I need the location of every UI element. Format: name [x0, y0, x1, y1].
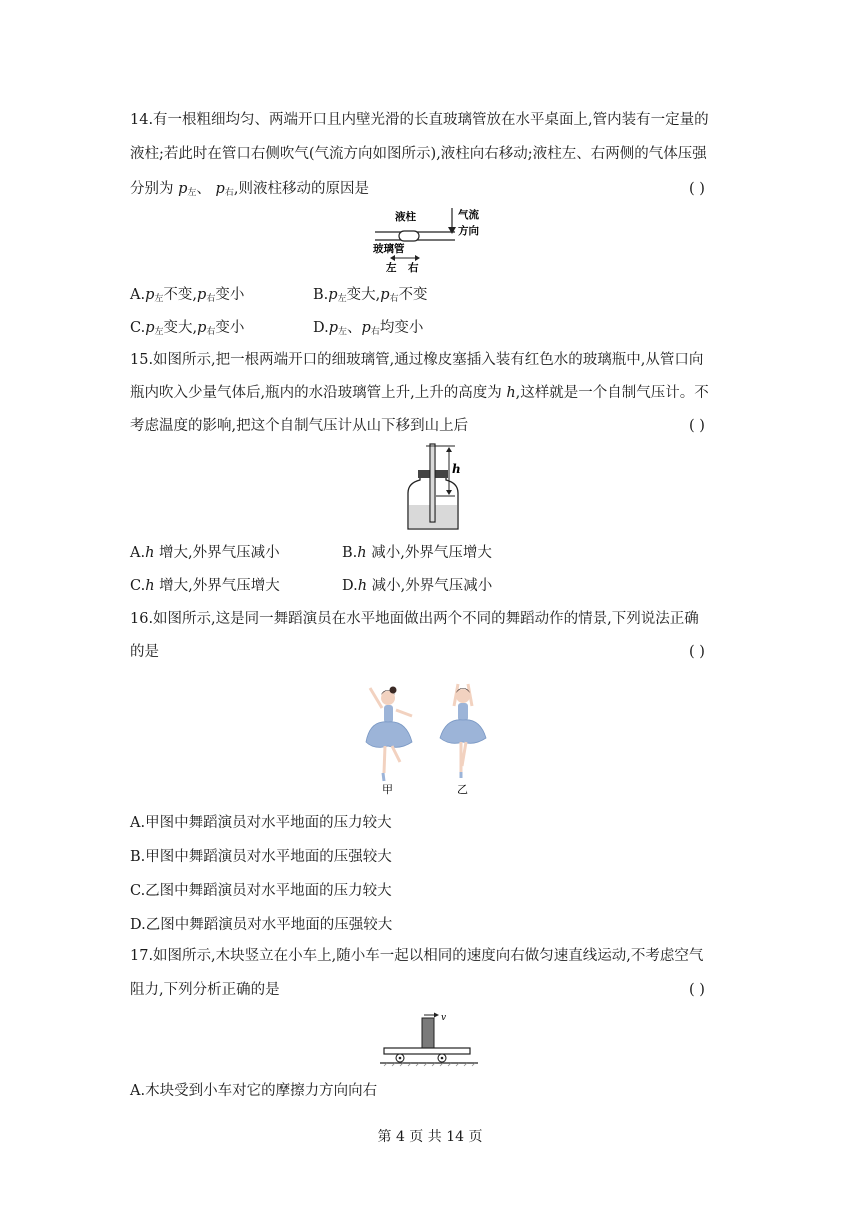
- sub-left: 左: [337, 294, 347, 304]
- sub-right: 右: [206, 327, 216, 337]
- q15-line2: [130, 383, 709, 403]
- right-arrowhead: [415, 255, 420, 261]
- q15-option-a[interactable]: [130, 541, 280, 562]
- sub-left: 左: [154, 327, 164, 337]
- q17-option-a[interactable]: A.木块受到小车对它的摩擦力方向向右: [130, 1083, 378, 1099]
- sub-left: 左: [187, 188, 197, 198]
- q15-option-d[interactable]: [342, 574, 492, 595]
- head: [456, 689, 470, 703]
- h-symbol: h: [145, 545, 155, 561]
- q14-line3-pre: 分别为: [130, 181, 174, 197]
- sub-right: 右: [389, 294, 399, 304]
- q14-line1: 14.有一根粗细均匀、两端开口且内壁光滑的长直玻璃管放在水平桌面上,管内装有一定量的: [130, 112, 709, 128]
- sub-right: 右: [370, 327, 380, 337]
- opt-prefix: D.: [313, 320, 329, 336]
- opt-prefix: B.: [342, 545, 358, 561]
- opt-end: 均变小: [379, 320, 424, 336]
- p-symbol: p: [380, 287, 390, 303]
- sep: 、: [196, 181, 211, 197]
- liquid-label: 液柱: [395, 211, 416, 223]
- q16-answer-bracket[interactable]: ( ): [689, 644, 705, 660]
- caption-yi: 乙: [457, 783, 468, 795]
- h-symbol: h: [145, 578, 155, 594]
- q16-option-b[interactable]: B.甲图中舞蹈演员对水平地面的压强较大: [130, 849, 392, 865]
- opt-end: 变小: [215, 320, 245, 336]
- opt-prefix: C.: [130, 320, 146, 336]
- flow-label-2: 方向: [458, 225, 479, 237]
- leg: [392, 746, 400, 762]
- sub-right: 右: [224, 188, 234, 198]
- cart-figure: [378, 1010, 484, 1068]
- q15-line2-pre: 瓶内吹入少量气体后,瓶内的水沿玻璃管上升,上升的高度为: [130, 385, 507, 401]
- opt-prefix: B.: [313, 287, 329, 303]
- q16-line1: 16.如图所示,这是同一舞蹈演员在水平地面做出两个不同的舞蹈动作的情景,下列说法正确: [130, 611, 699, 627]
- right-label: 右: [408, 262, 419, 273]
- wood-block: [422, 1018, 434, 1048]
- q15-line2-post: ,这样就是一个自制气压计。不: [515, 385, 709, 401]
- tutu-skirt: [440, 720, 486, 744]
- h-arrow-up: [446, 447, 452, 452]
- hair-bun: [390, 687, 397, 694]
- sub-right: 右: [206, 294, 216, 304]
- liquid-column: [399, 231, 419, 241]
- h-symbol: h: [357, 578, 368, 594]
- tube-water: [431, 447, 434, 521]
- p-symbol: p: [215, 181, 225, 197]
- opt-end: 变小: [215, 287, 245, 303]
- opt-text: 增大,外界气压增大: [154, 578, 280, 594]
- opt-prefix: A.: [130, 545, 146, 561]
- torso: [458, 703, 468, 721]
- leg: [462, 742, 466, 766]
- h-label: h: [452, 462, 461, 476]
- barometer-figure: [398, 443, 468, 533]
- dancer-yi: [440, 684, 486, 778]
- leg: [384, 746, 385, 773]
- sub-left: 左: [338, 327, 348, 337]
- velocity-arrowhead: [434, 1013, 439, 1018]
- opt-text: 减小,外界气压增大: [366, 545, 492, 561]
- q15-answer-bracket[interactable]: ( ): [689, 418, 705, 434]
- q14-option-b[interactable]: [313, 283, 428, 304]
- tube-figure: [370, 205, 500, 273]
- airflow-arrowhead: [448, 227, 456, 234]
- tutu-skirt: [366, 722, 412, 748]
- torso: [384, 705, 393, 723]
- q15-option-b[interactable]: [342, 541, 492, 562]
- left-arrowhead: [390, 255, 395, 261]
- q14-line2: 液柱;若此时在管口右侧吹气(气流方向如图所示),液柱向右移动;液柱左、右两侧的气体压强: [130, 146, 707, 162]
- opt-end: 不变: [398, 287, 428, 303]
- q17-line1: 17.如图所示,木块竖立在小车上,随小车一起以相同的速度向右做匀速直线运动,不考虑空气: [130, 948, 704, 964]
- q14-option-d[interactable]: [313, 316, 423, 337]
- cart-body: [384, 1048, 470, 1054]
- arm: [370, 688, 382, 708]
- q16-option-d[interactable]: D.乙图中舞蹈演员对水平地面的压强较大: [130, 917, 393, 933]
- q16-option-a[interactable]: A.甲图中舞蹈演员对水平地面的压力较大: [130, 815, 392, 831]
- q15-line3: 考虑温度的影响,把这个自制气压计从山下移到山上后: [130, 418, 469, 434]
- q15-line1: 15.如图所示,把一根两端开口的细玻璃管,通过橡皮塞插入装有红色水的玻璃瓶中,从管口向: [130, 352, 704, 368]
- page-footer: 第 4 页 共 14 页: [377, 1129, 483, 1145]
- q14-option-a[interactable]: [130, 283, 244, 304]
- p-symbol: p: [197, 320, 207, 336]
- opt-prefix: C.: [130, 578, 146, 594]
- h-symbol: h: [357, 545, 367, 561]
- q14-line3: [130, 179, 369, 203]
- opt-text: 减小,外界气压减小: [367, 578, 493, 594]
- arm: [396, 710, 412, 716]
- left-label: 左: [386, 262, 397, 273]
- p-symbol: p: [328, 287, 338, 303]
- caption-jia: 甲: [382, 783, 393, 795]
- q17-answer-bracket[interactable]: ( ): [689, 982, 705, 998]
- velocity-label: v: [441, 1013, 447, 1023]
- opt-prefix: D.: [342, 578, 358, 594]
- q14-line3-post: ,则液柱移动的原因是: [233, 181, 369, 197]
- opt-prefix: A.: [130, 287, 146, 303]
- q14-option-c[interactable]: [130, 316, 244, 337]
- p-symbol: p: [328, 320, 339, 336]
- opt-mid: 不变,: [163, 287, 198, 303]
- q14-answer-bracket[interactable]: ( ): [689, 181, 705, 197]
- h-symbol: h: [506, 385, 516, 401]
- q16-line2: 的是: [130, 644, 159, 660]
- sub-left: 左: [154, 294, 164, 304]
- p-symbol: p: [178, 181, 188, 197]
- opt-mid: 变大,: [163, 320, 198, 336]
- q15-option-c[interactable]: [130, 574, 280, 595]
- tube-label: 玻璃管: [373, 243, 405, 255]
- q17-line2: 阻力,下列分析正确的是: [130, 982, 280, 998]
- wheel-hub: [399, 1057, 402, 1060]
- p-symbol: p: [145, 320, 155, 336]
- wheel-hub: [441, 1057, 444, 1060]
- opt-mid: 、: [347, 320, 362, 336]
- dancers-figure: [360, 680, 500, 795]
- dancer-jia: [366, 687, 412, 782]
- shoe: [383, 773, 384, 781]
- opt-text: 增大,外界气压减小: [154, 545, 280, 561]
- p-symbol: p: [145, 287, 155, 303]
- flow-label-1: 气流: [458, 209, 479, 221]
- opt-mid: 变大,: [346, 287, 381, 303]
- p-symbol: p: [361, 320, 371, 336]
- p-symbol: p: [197, 287, 207, 303]
- q16-option-c[interactable]: C.乙图中舞蹈演员对水平地面的压力较大: [130, 883, 392, 899]
